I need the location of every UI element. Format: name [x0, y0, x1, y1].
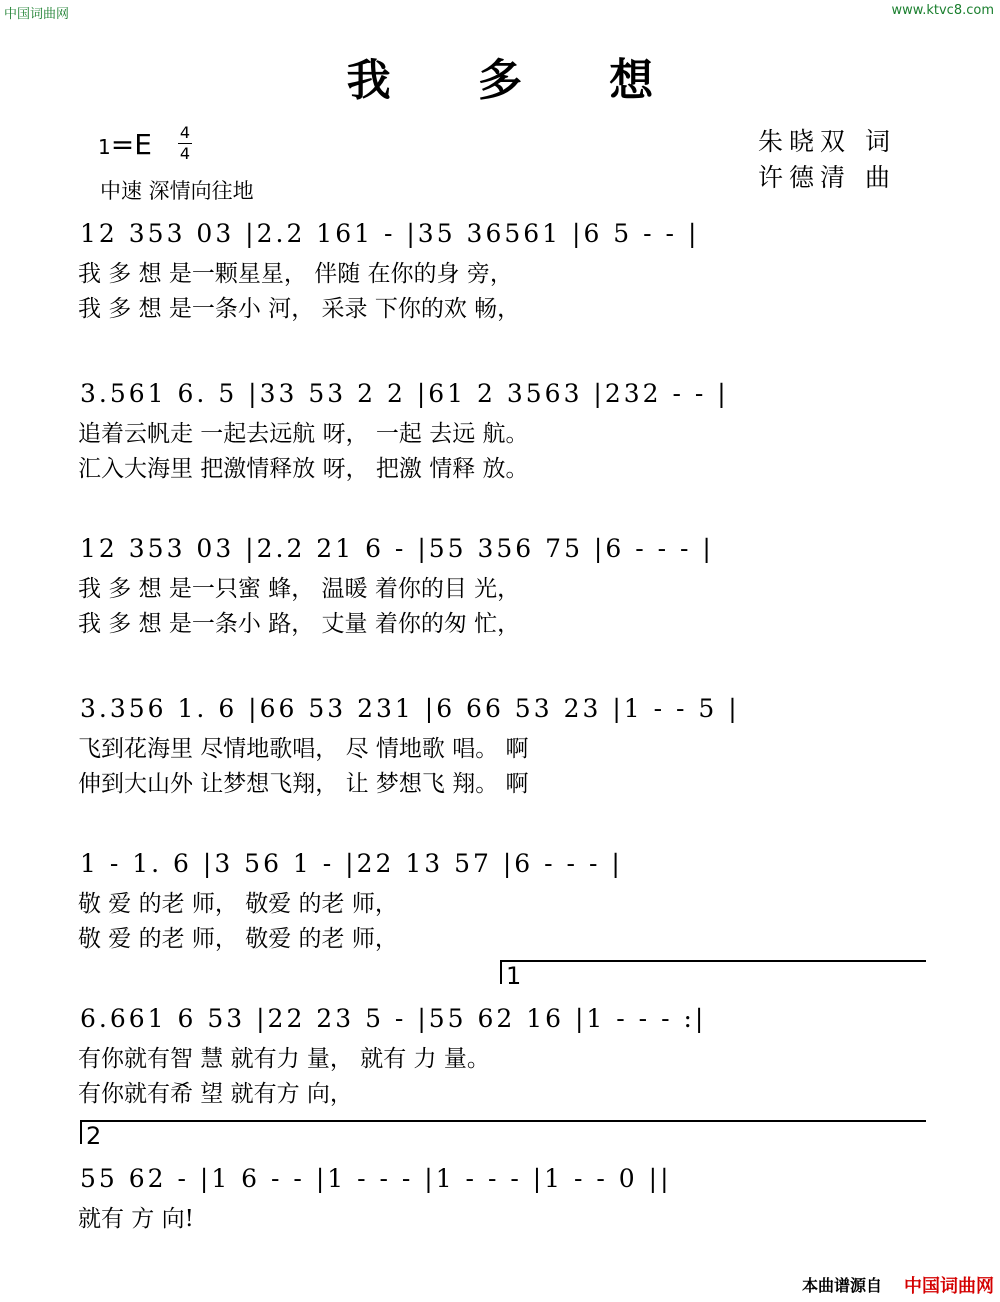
score-row	[0, 365, 1000, 505]
notation-line: 12 353 03 |2.2 21 6 - |55 356 75 |6 - - - |	[80, 534, 714, 563]
lyric-line: 敬 爱 的老 师， 敬爱 的老 师，	[78, 926, 398, 952]
lyric-line: 我 多 想 是一颗星星， 伴随 在你的身 旁，	[78, 261, 513, 287]
footer-source: 本曲谱源自	[801, 1276, 882, 1295]
notation-line: 3.356 1. 6 |66 53 231 |6 66 53 23 |1 - - 5 |	[80, 694, 740, 723]
score-row	[0, 1122, 1000, 1290]
lyric-line: 就有 方 向!	[78, 1206, 194, 1232]
notation-line: 12 353 03 |2.2 161 - |35 36561 |6 5 - - |	[80, 219, 700, 248]
lyric-line: 汇入大海里 把激情释放 呀， 把激 情释 放。	[78, 456, 529, 482]
meter-top: 4	[179, 123, 191, 142]
key-prefix: 1	[98, 135, 111, 159]
notation-line: 55 62 - |1 6 - - |1 - - - |1 - - - |1 - - 0 ||	[80, 1164, 672, 1193]
key-sign: =E	[110, 128, 152, 161]
lyricist-credit: 朱晓双 词	[758, 127, 896, 156]
site-watermark-right: www.ktvc8.com	[891, 3, 994, 18]
site-watermark-left: 中国词曲网	[4, 7, 70, 22]
score-row	[0, 205, 1000, 345]
score-row	[0, 680, 1000, 820]
score-row	[0, 520, 1000, 660]
meter-bottom: 4	[179, 144, 191, 163]
notation-line: 3.561 6. 5 |33 53 2 2 |61 2 3563 |232 - - |	[80, 379, 729, 408]
composer-credit: 许德清 曲	[758, 163, 896, 192]
lyric-line: 敬 爱 的老 师， 敬爱 的老 师，	[78, 891, 398, 917]
time-signature	[178, 124, 192, 163]
footer-site: 中国词曲网	[904, 1276, 994, 1297]
notation-line: 6.661 6 53 |22 23 5 - |55 62 16 |1 - - - :|	[80, 1004, 707, 1033]
lyric-line: 我 多 想 是一条小 路， 丈量 着你的匆 忙，	[78, 611, 521, 637]
lyric-line: 追着云帆走 一起去远航 呀， 一起 去远 航。	[78, 421, 529, 447]
song-title: 我 多 想	[346, 55, 690, 106]
volta-bracket: 2	[80, 1120, 926, 1144]
lyric-line: 伸到大山外 让梦想飞翔， 让 梦想飞 翔。 啊	[78, 771, 529, 797]
lyric-line: 飞到花海里 尽情地歌唱， 尽 情地歌 唱。 啊	[78, 736, 529, 762]
score-row	[0, 962, 1000, 1130]
notation-line: 1 - 1. 6 |3 56 1 - |22 13 57 |6 - - - |	[80, 849, 623, 878]
score-row	[0, 835, 1000, 975]
volta-bracket: 1	[500, 960, 926, 984]
lyric-line: 有你就有智 慧 就有力 量， 就有 力 量。	[78, 1046, 490, 1072]
lyric-line: 我 多 想 是一条小 河， 采录 下你的欢 畅，	[78, 296, 521, 322]
lyric-line: 有你就有希 望 就有方 向，	[78, 1081, 353, 1107]
tempo-marking: 中速 深情向往地	[100, 179, 254, 203]
key-signature	[98, 128, 152, 161]
lyric-line: 我 多 想 是一只蜜 蜂， 温暖 着你的目 光，	[78, 576, 521, 602]
